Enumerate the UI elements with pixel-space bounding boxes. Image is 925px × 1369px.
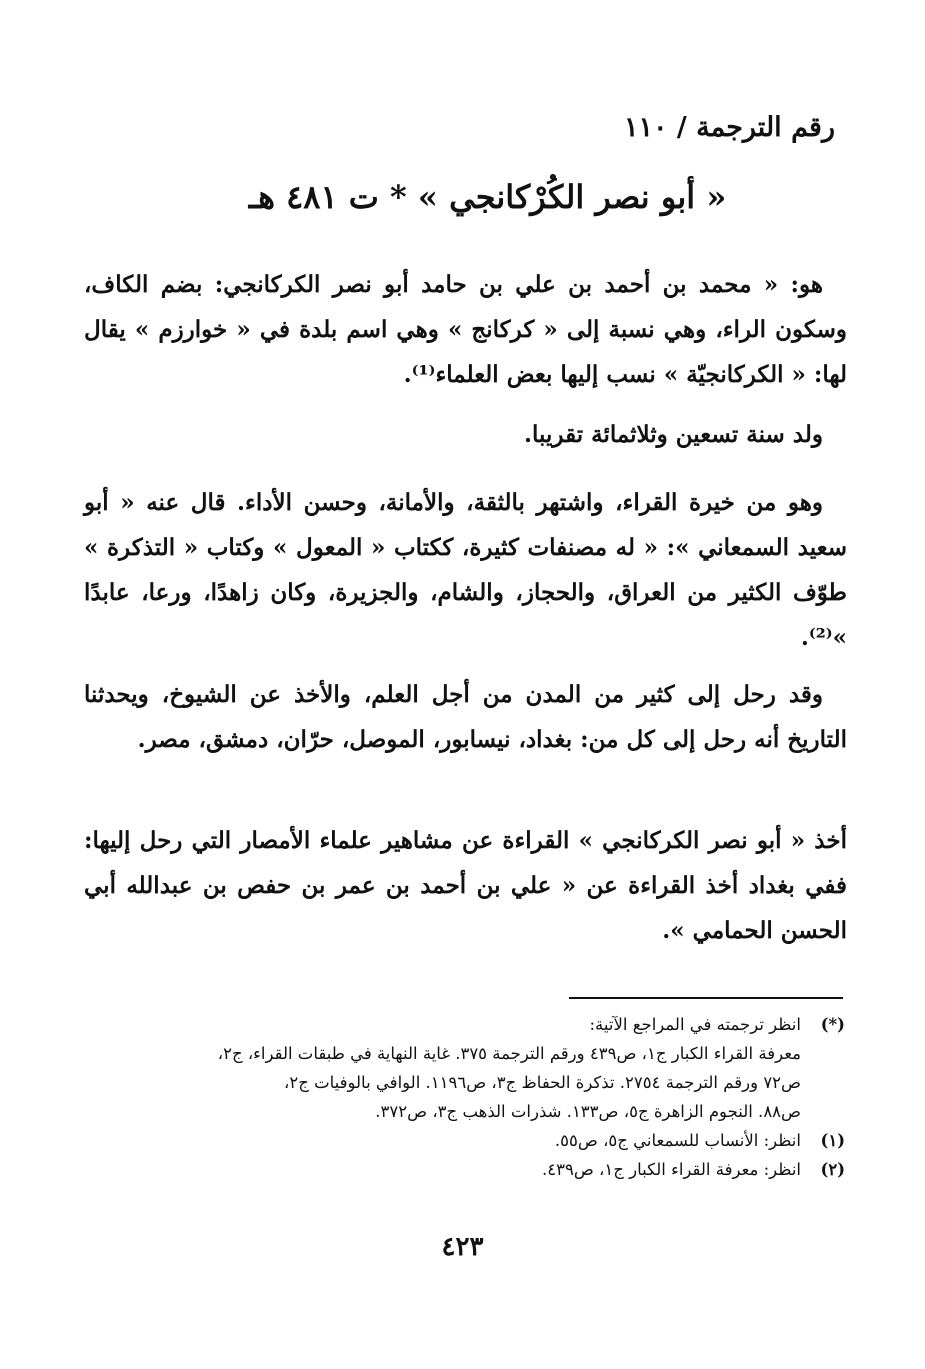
footnote-line: ص٨٨. النجوم الزاهرة ج٥، ص١٣٣. شذرات الذهب ج٣، ص٣٧٢. [375,1102,801,1121]
biography-heading: « أبو نصر الكُرْكانجي » * ت ٤٨١ هـ [248,178,727,216]
footnote-mark: (١) [820,1131,845,1150]
paragraph-text: وقد رحل إلى كثير من المدن من أجل العلم، والأخذ عن الشيوخ، ويحدثنا التاريخ أنه رحل إلى كل من: بغداد، نيسابور، الموصل، حرّان، دمشق، مصر. [84,681,847,753]
footnote-body [84,1126,801,1155]
entry-number: رقم الترجمة / ١١٠ [623,112,835,143]
footnote-line: انظر: معرفة القراء الكبار ج١، ص٤٣٩. [542,1160,801,1179]
footnote-body [84,1010,801,1126]
paragraph-text: وهو من خيرة القراء، واشتهر بالثقة، والأمانة، وحسن الأداء. قال عنه « أبو سعيد السمعاني »: « له مصنفات كثيرة، ككتاب « المعول » وكتاب « التذكرة » طوّف الكثير من العراق، والحجاز، والشام، والجزيرة، وكان زاهدًا، ورعا، عابدًا »⁽²⁾. [84,489,847,651]
paragraph-reputation [84,480,847,660]
footnote-separator [569,997,843,999]
footnote-line: ص٧٢ ورقم الترجمة ٢٧٥٤. تذكرة الحفاظ ج٣، ص١١٩٦. الوافي بالوفيات ج٢، [283,1073,801,1092]
page-number: ٤٢٣ [441,1232,484,1262]
paragraph-text: ولد سنة تسعين وثلاثمائة تقريبا. [524,421,823,448]
footnotes [84,1010,845,1184]
paragraph-name-origin [84,262,847,397]
footnote-sources [84,1010,845,1126]
footnote-line: انظر: الأنساب للسمعاني ج٥، ص٥٥. [554,1131,801,1150]
paragraph-travels [84,672,847,762]
footnote-body [84,1155,801,1184]
footnote-1 [84,1126,845,1155]
paragraph-birth [84,412,847,457]
footnote-line: انظر ترجمته في المراجع الآتية: [589,1015,801,1034]
paragraph-text: أخذ « أبو نصر الكركانجي » القراءة عن مشاهير علماء الأمصار التي رحل إليها: ففي بغداد أخذ القراءة عن « علي بن أحمد بن عمر بن حفص بن عبدالله أبي الحسن الحمامي ». [84,827,847,944]
paragraph-teachers [84,818,847,953]
footnote-line: معرفة القراء الكبار ج١، ص٤٣٩ ورقم الترجمة ٣٧٥. غاية النهاية في طبقات القراء، ج٢، [217,1044,801,1063]
paragraph-text: هو: « محمد بن أحمد بن علي بن حامد أبو نصر الكركانجي: بضم الكاف، وسكون الراء، وهي نسبة إلى « كركانج » وهي اسم بلدة في « خوارزم » يقال لها: « الكركانجيّة » نسب إليها بعض العلماء⁽¹⁾. [84,271,847,388]
footnote-mark: (*) [820,1015,845,1034]
footnote-2 [84,1155,845,1184]
footnote-mark: (٢) [820,1160,845,1179]
